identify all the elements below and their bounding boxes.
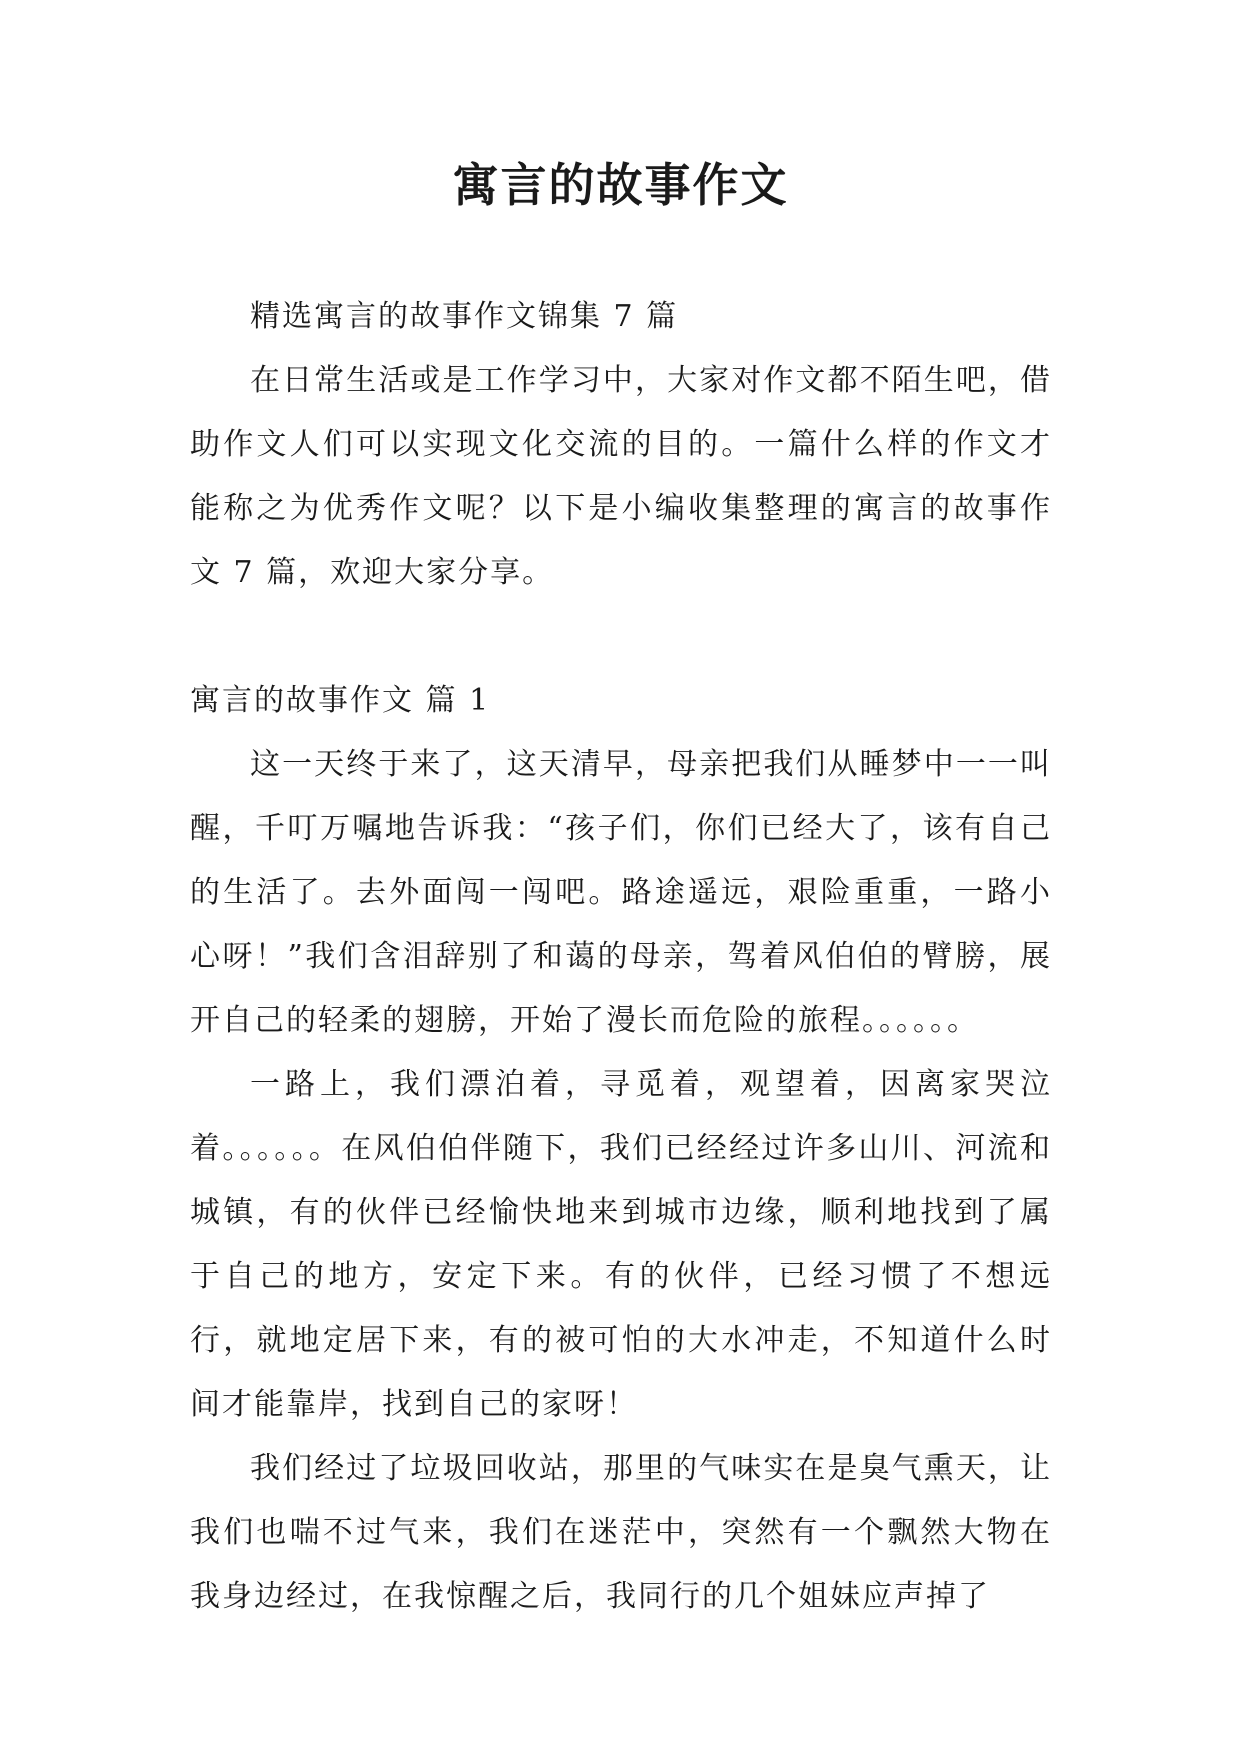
document-body (190, 285, 1052, 1629)
story-paragraph-2: 一路上，我们漂泊着，寻觅着，观望着，因离家哭泣着。。。。。。在风伯伯伴随下，我们已经经过许多山川、河流和城镇，有的伙伴已经愉快地来到城市边缘，顺利地找到了属于自己的地方，安定下来。有的伙伴，已经习惯了不想远行，就地定居下来，有的被可怕的大水冲走，不知道什么时间才能靠岸，找到自己的家呀！ (190, 1067, 1052, 1422)
section-spacer (190, 605, 1052, 669)
intro-paragraph: 在日常生活或是工作学习中，大家对作文都不陌生吧，借助作文人们可以实现文化交流的目的。一篇什么样的作文才能称之为优秀作文呢？以下是小编收集整理的寓言的故事作文 7 篇，欢迎大家分享。 (190, 363, 1052, 590)
story-paragraph-3: 我们经过了垃圾回收站，那里的气味实在是臭气熏天，让我们也喘不过气来，我们在迷茫中，突然有一个飘然大物在我身边经过，在我惊醒之后，我同行的几个姐妹应声掉了 (190, 1451, 1052, 1614)
document-title: 寓言的故事作文 (452, 158, 789, 212)
story-paragraph-1: 这一天终于来了，这天清早，母亲把我们从睡梦中一一叫醒，千叮万嘱地告诉我：“孩子们，你们已经大了，该有自己的生活了。去外面闯一闯吧。路途遥远，艰险重重，一路小心呀！”我们含泪辞别了和蔼的母亲，驾着风伯伯的臂膀，展开自己的轻柔的翅膀，开始了漫长而危险的旅程。。。。。。 (190, 747, 1052, 1038)
document-subtitle: 精选寓言的故事作文锦集 7 篇 (250, 299, 679, 334)
section-heading: 寓言的故事作文 篇 1 (190, 683, 491, 718)
